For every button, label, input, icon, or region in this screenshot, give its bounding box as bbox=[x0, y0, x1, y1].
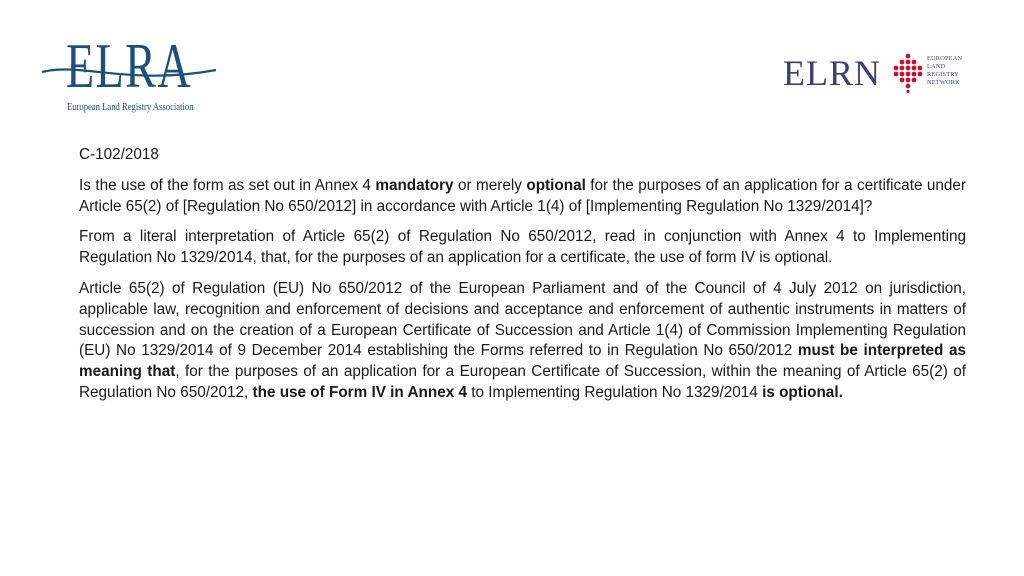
question-emphasis-mandatory: mandatory bbox=[375, 176, 454, 194]
question-text: for the purposes of an application for a certificate under Article 65(2) of [Regulation No 650/2012] in accordance with Article 1(4) of [Implementing Regulation No 1329/2014]? bbox=[79, 176, 966, 215]
question-text: or merely bbox=[453, 176, 527, 194]
elra-logo bbox=[40, 30, 220, 120]
elra-wordmark: ELRA bbox=[66, 30, 193, 101]
case-number: C-102/2018 bbox=[79, 146, 159, 163]
elrn-caption bbox=[927, 55, 962, 87]
elrn-caption-line: REGISTRY bbox=[927, 71, 960, 78]
ruling-text: to Implementing Regulation No 1329/2014 bbox=[466, 383, 763, 401]
question-paragraph bbox=[79, 176, 966, 218]
elrn-caption-line: EUROPEAN bbox=[927, 55, 963, 62]
ruling-text: , for the purposes of an application for a European Certificate of Succession, within the meaning of Article 65(2) of Regulation No 650/2012, bbox=[79, 363, 966, 401]
elrn-logo bbox=[783, 50, 973, 100]
elrn-wordmark: ELRN bbox=[783, 53, 881, 93]
elrn-caption-line: LAND bbox=[927, 63, 946, 70]
ruling-paragraph bbox=[79, 279, 966, 404]
elra-tagline: European Land Registry Association bbox=[67, 102, 194, 113]
ruling-emphasis: the use of Form IV in Annex 4 bbox=[252, 383, 467, 401]
answer-summary-paragraph: From a literal interpretation of Article 65(2) of Regulation No 650/2012, read in conjunction with Annex 4 to Implementing Regulation No 1329/2014, that, for the purposes of an application for a certificate, the use of form IV is optional. bbox=[79, 228, 966, 267]
question-text: Is the use of the form as set out in Annex 4 bbox=[79, 176, 376, 194]
ruling-emphasis: must be interpreted as meaning that bbox=[79, 342, 967, 381]
ruling-text: Article 65(2) of Regulation (EU) No 650/2012 of the European Parliament and of the Council of 4 July 2012 on jurisdiction, applicable law, recognition and enforcement of decisions and acceptance and enforcement of authentic instruments in matters of succession and on the creation of a European Certificate of Succession and Article 1(4) of Commission Implementing Regulation (EU) No 1329/2014 of 9 December 2014 establishing the Forms referred to in Regulation No 650/2012 bbox=[79, 279, 966, 360]
document-body bbox=[79, 145, 966, 414]
question-emphasis-optional: optional bbox=[526, 176, 586, 194]
elrn-caption-line: NETWORK bbox=[927, 79, 960, 86]
elrn-dot-cross-graphic bbox=[892, 53, 924, 93]
ruling-emphasis: is optional. bbox=[762, 383, 843, 401]
